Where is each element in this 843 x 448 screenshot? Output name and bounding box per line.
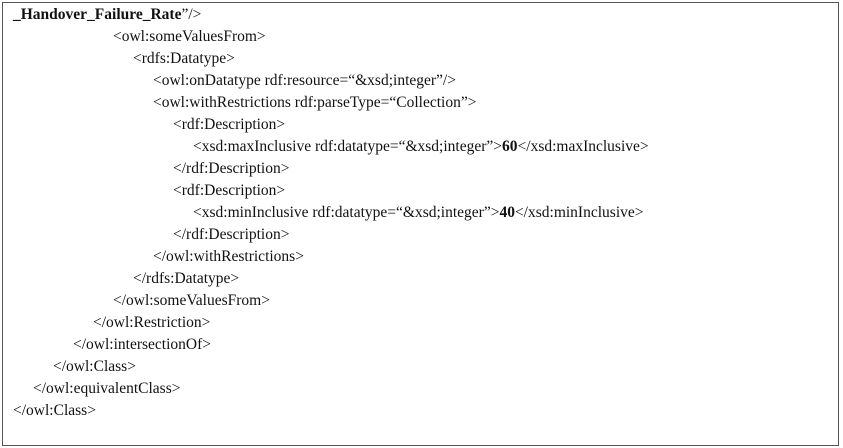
code-line-9: <rdf:Description> bbox=[173, 182, 286, 199]
code-text: </xsd:maxInclusive> bbox=[517, 138, 649, 155]
code-line-13: </rdfs:Datatype> bbox=[133, 270, 240, 287]
code-line-10 bbox=[193, 202, 644, 224]
code-text: <xsd:minInclusive rdf:datatype=“&xsd;integer”> bbox=[193, 204, 500, 221]
max-value: 60 bbox=[502, 138, 518, 155]
code-line-15: </owl:Restriction> bbox=[93, 314, 211, 331]
min-value: 40 bbox=[499, 204, 515, 221]
code-text: <xsd:maxInclusive rdf:datatype=“&xsd;integer”> bbox=[193, 138, 503, 155]
code-line-3: <rdfs:Datatype> bbox=[133, 50, 235, 67]
code-line-17: </owl:Class> bbox=[53, 358, 136, 375]
code-line-2: <owl:someValuesFrom> bbox=[113, 28, 266, 45]
code-line-16: </owl:intersectionOf> bbox=[73, 336, 212, 353]
code-text: ”/> bbox=[181, 6, 202, 23]
code-line-4: <owl:onDatatype rdf:resource=“&xsd;integer”/> bbox=[153, 72, 456, 89]
code-line-11: </rdf:Description> bbox=[173, 226, 290, 243]
code-line-7 bbox=[193, 136, 649, 158]
code-line-1 bbox=[13, 4, 201, 26]
code-line-12: </owl:withRestrictions> bbox=[153, 248, 304, 265]
property-name: _Handover_Failure_Rate bbox=[13, 6, 182, 23]
code-line-18: </owl:equivalentClass> bbox=[33, 380, 181, 397]
code-line-6: <rdf:Description> bbox=[173, 116, 286, 133]
code-line-8: </rdf:Description> bbox=[173, 160, 290, 177]
code-line-19: </owl:Class> bbox=[13, 402, 96, 419]
code-text: </xsd:minInclusive> bbox=[514, 204, 644, 221]
code-listing bbox=[2, 2, 839, 446]
code-line-5: <owl:withRestrictions rdf:parseType=“Collection”> bbox=[153, 94, 477, 111]
code-line-14: </owl:someValuesFrom> bbox=[113, 292, 270, 309]
